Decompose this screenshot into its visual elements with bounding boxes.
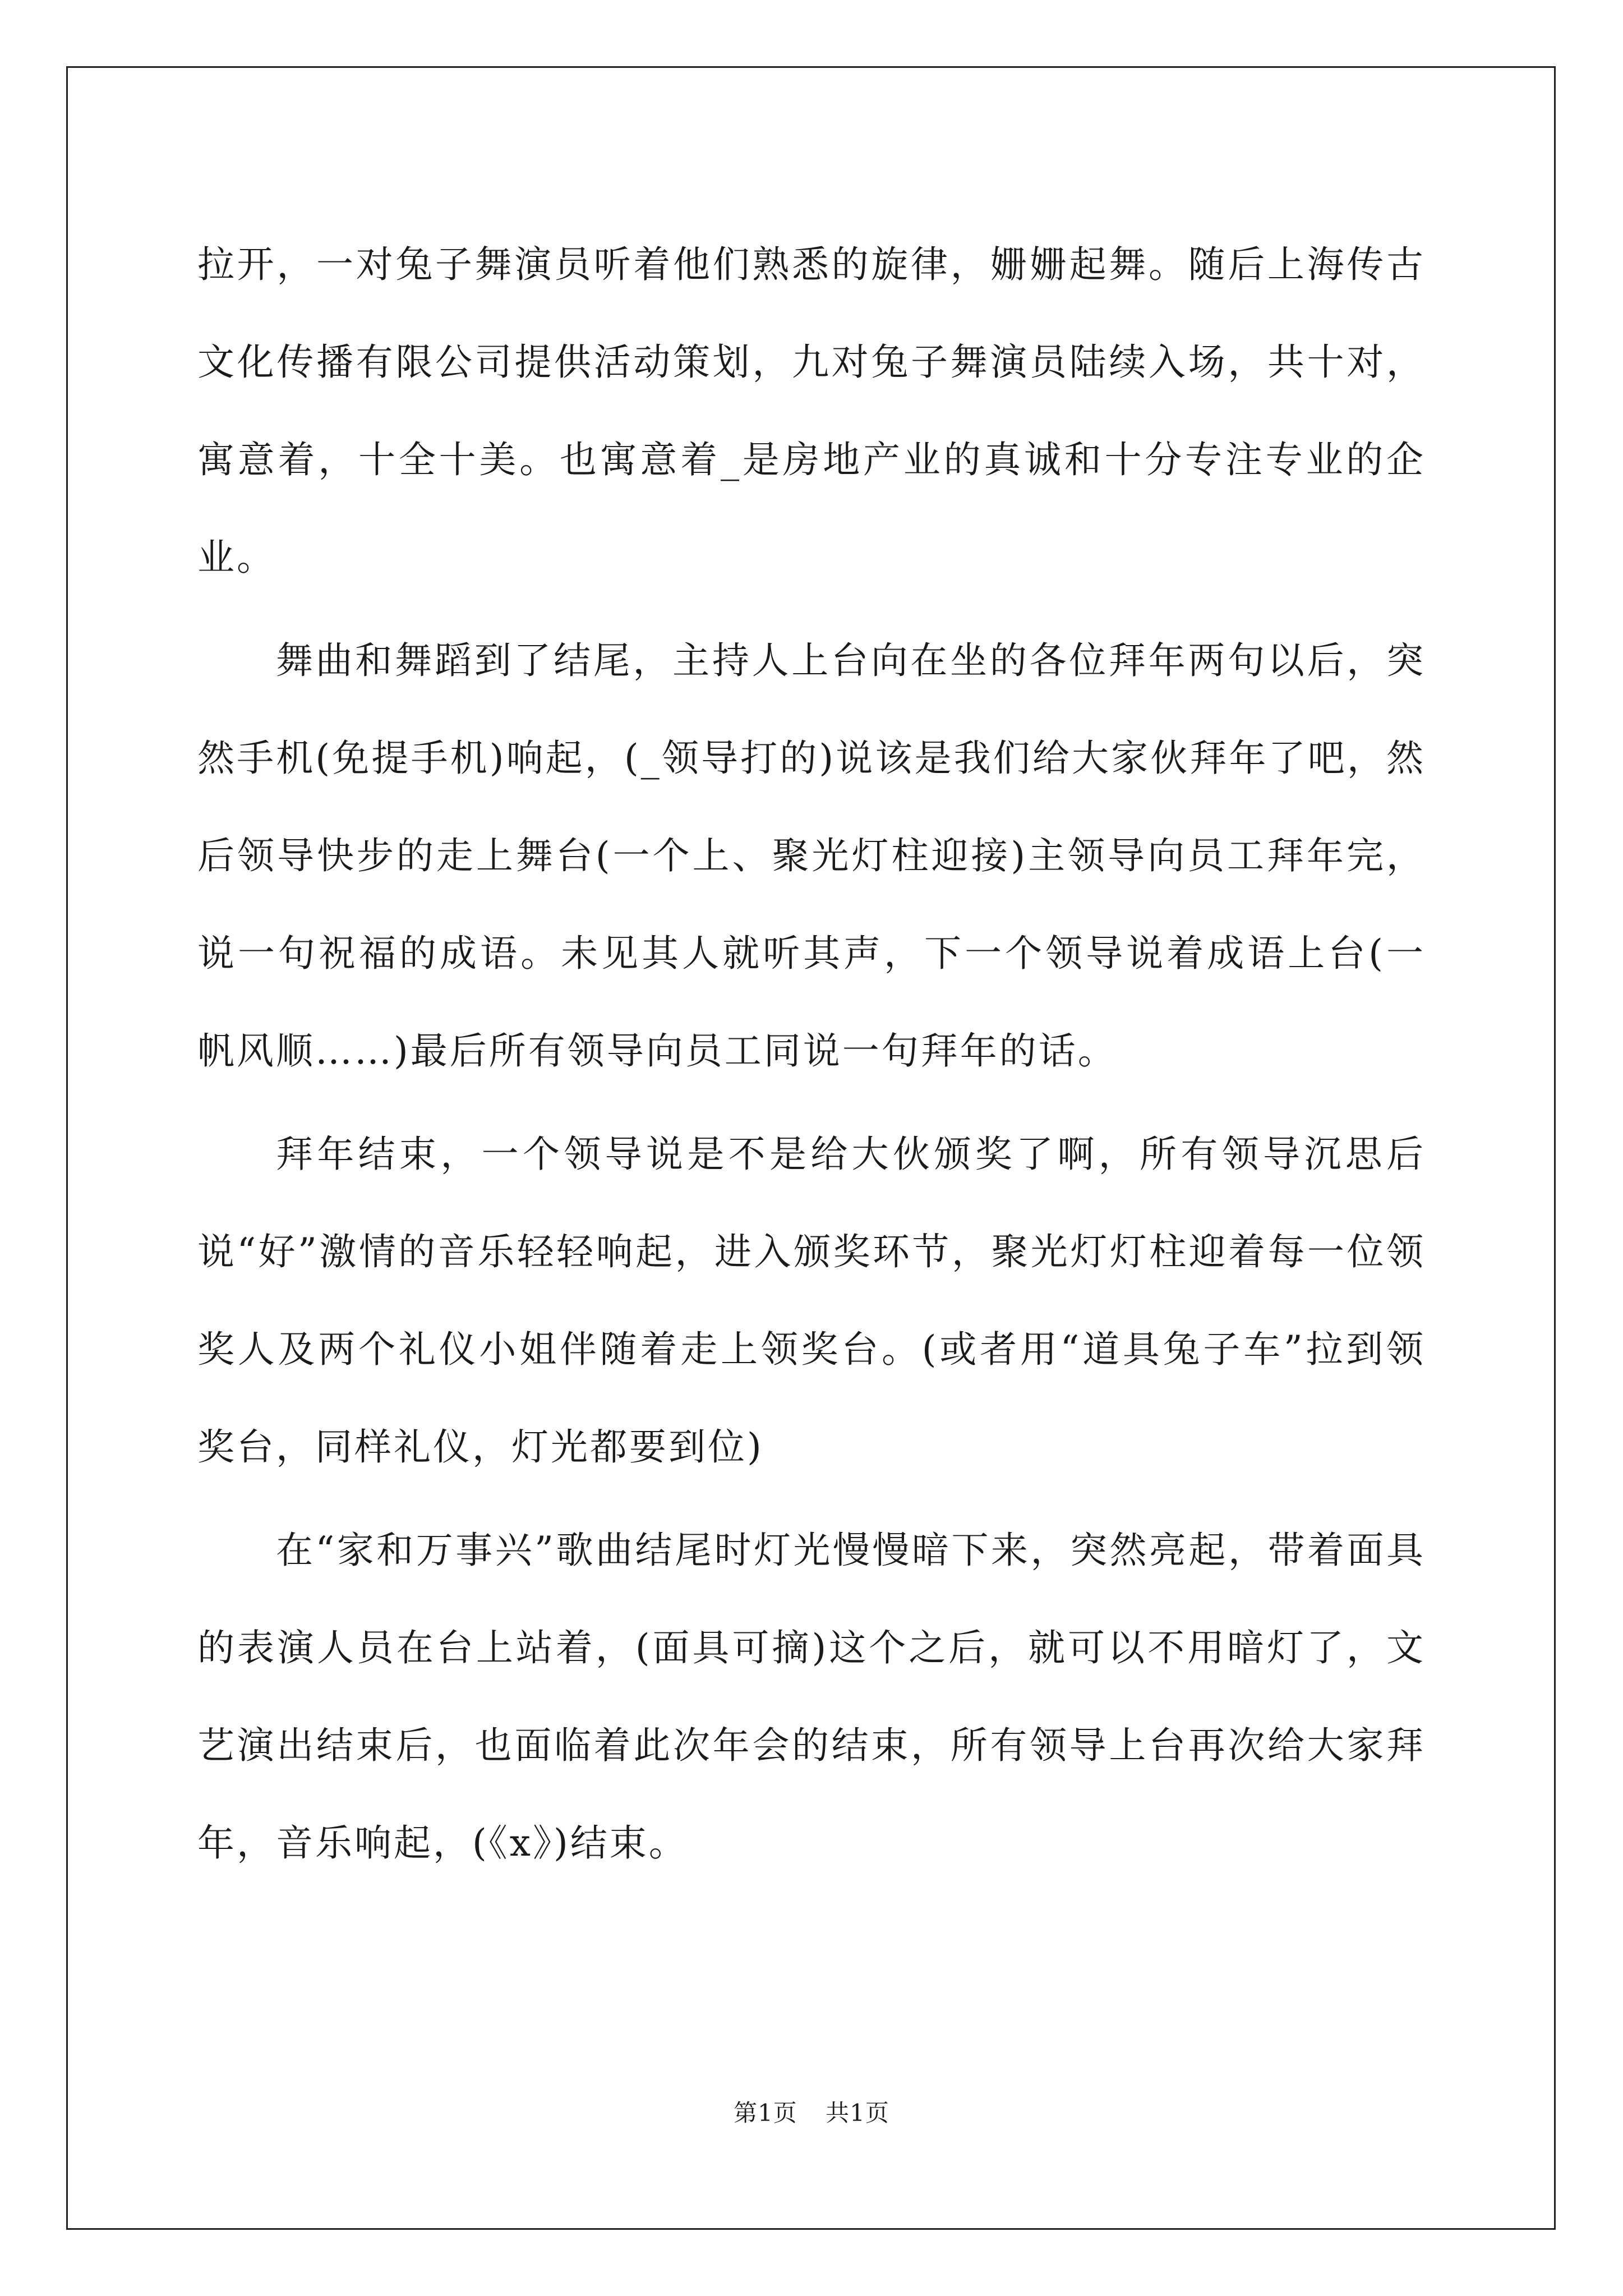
page-total: 共1页 <box>826 2099 889 2127</box>
page-footer <box>0 2096 1623 2130</box>
paragraph-2: 舞曲和舞蹈到了结尾，主持人上台向在坐的各位拜年两句以后，突然手机(免提手机)响起，(_领导打的)说该是我们给大家伙拜年了吧，然后领导快步的走上舞台(一个上、聚光灯柱迎接)主领导向员工拜年完，说一句祝福的成语。未见其人就听其声，下一个领导说着成语上台(一帆风顺……)最后所有领导向员工同说一句拜年的话。 <box>197 639 1426 1073</box>
paragraph-1: 拉开，一对兔子舞演员听着他们熟悉的旋律，姗姗起舞。随后上海传古文化传播有限公司提供活动策划，九对兔子舞演员陆续入场，共十对，寓意着，十全十美。也寓意着_是房地产业的真诚和十分专注专业的企业。 <box>197 243 1426 579</box>
paragraph-3: 拜年结束，一个领导说是不是给大伙颁奖了啊，所有领导沉思后说“好”激情的音乐轻轻响起，进入颁奖环节，聚光灯灯柱迎着每一位领奖人及两个礼仪小姐伴随着走上领奖台。(或者用“道具兔子车”拉到领奖台，同样礼仪，灯光都要到位) <box>197 1133 1426 1469</box>
paragraph-4: 在“家和万事兴”歌曲结尾时灯光慢慢暗下来，突然亮起，带着面具的表演人员在台上站着，(面具可摘)这个之后，就可以不用暗灯了，文艺演出结束后，也面临着此次年会的结束，所有领导上台再次给大家拜年，音乐响起，(《x》)结束。 <box>197 1529 1426 1865</box>
page-number: 第1页 <box>734 2099 797 2127</box>
document-body <box>197 216 1426 1898</box>
